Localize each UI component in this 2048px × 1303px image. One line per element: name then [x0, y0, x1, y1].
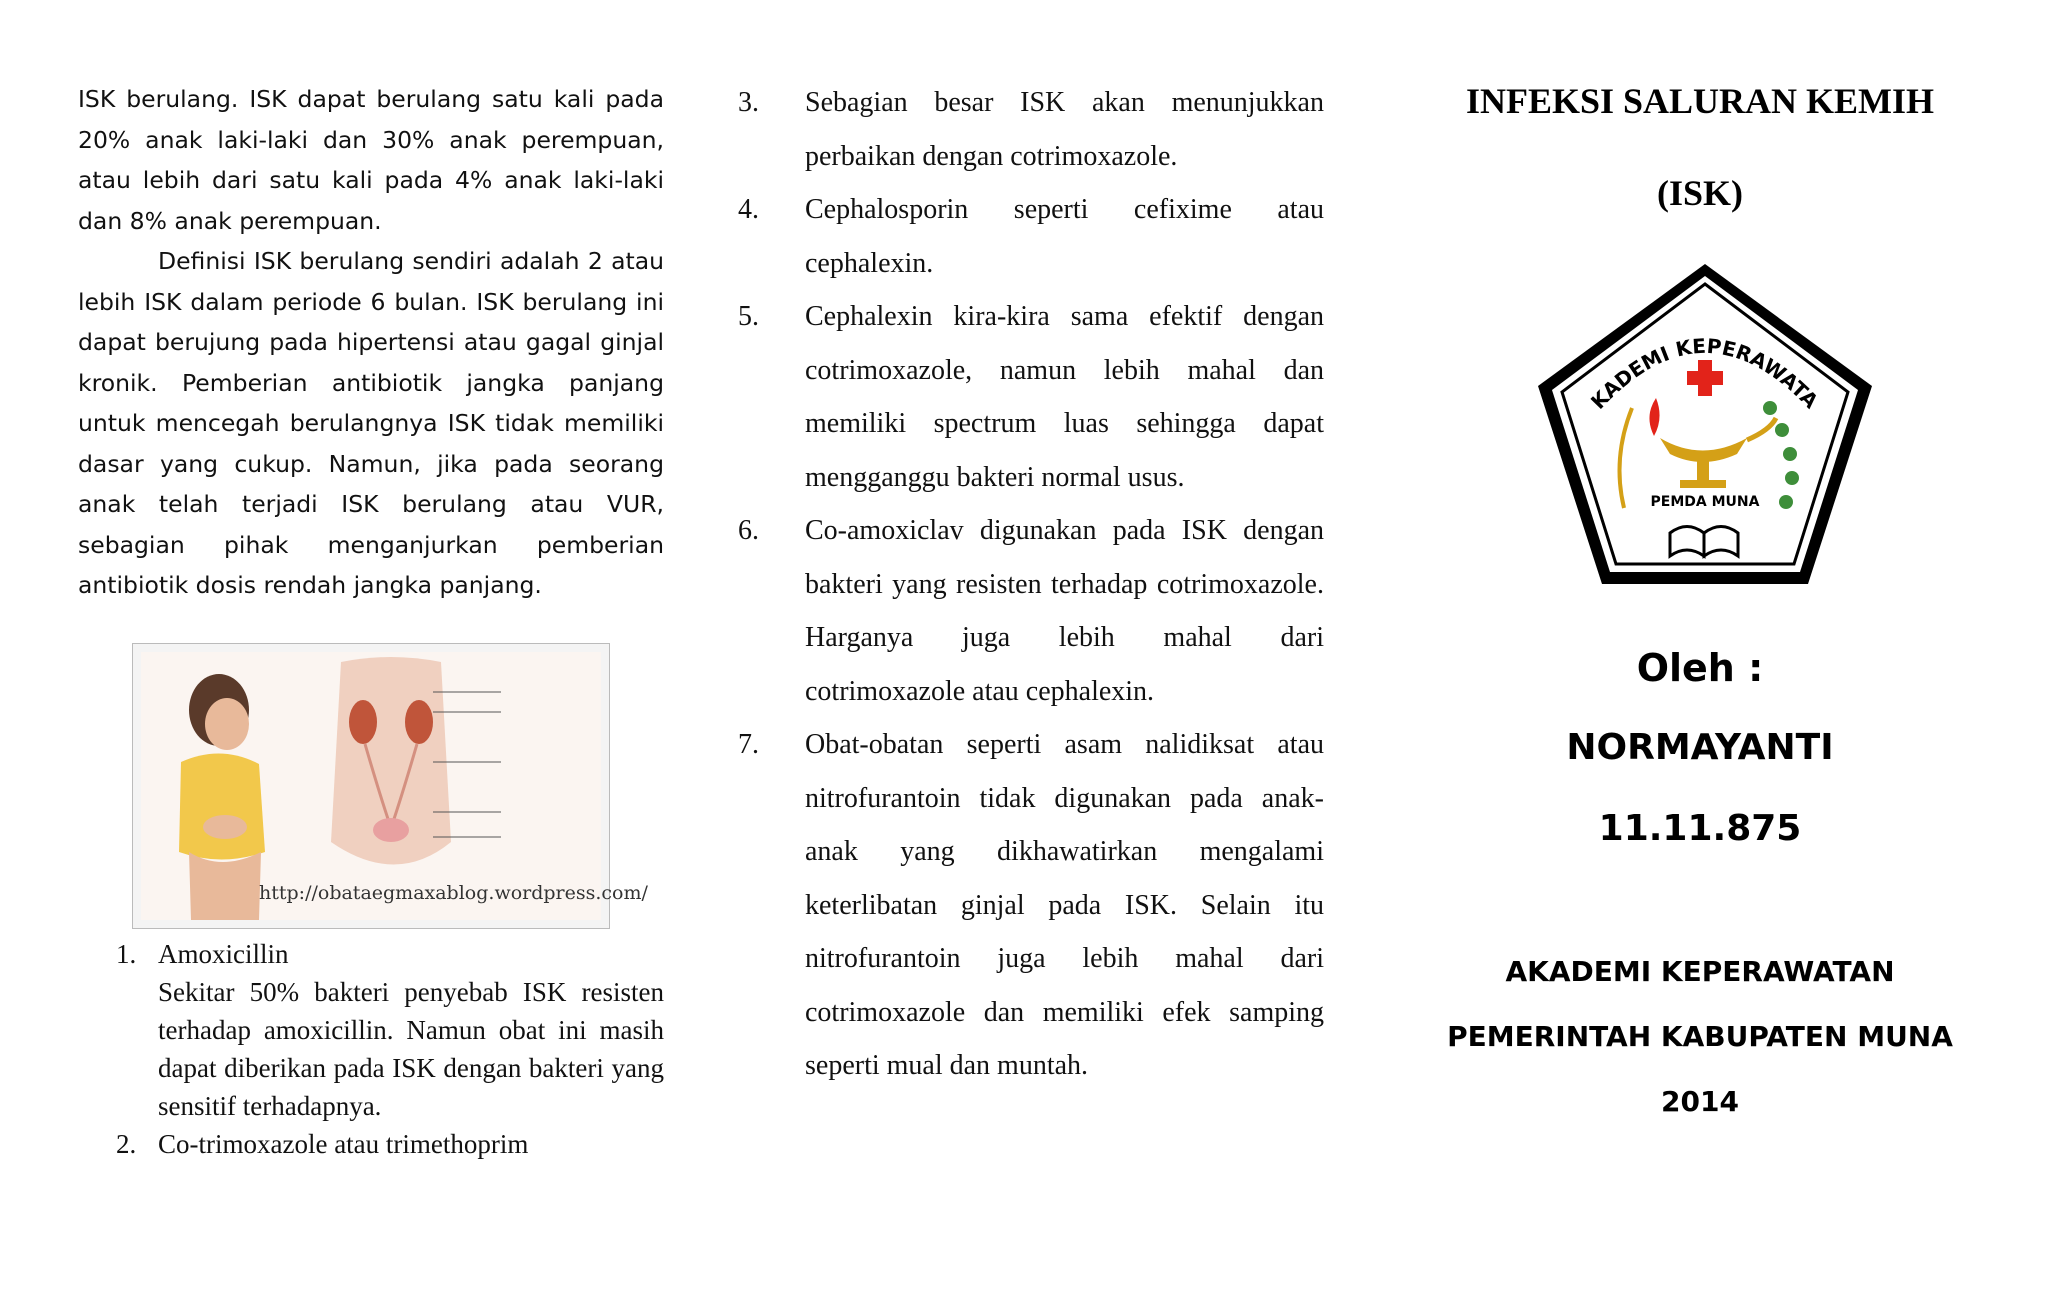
list-item-title: Amoxicillin	[158, 939, 289, 969]
illustration-urinary-tract	[132, 643, 648, 929]
cover-title: INFEKSI SALURAN KEMIH	[1465, 81, 1935, 121]
author-name: NORMAYANTI	[1566, 727, 1834, 768]
academy-logo	[1532, 258, 1878, 590]
logo-inner-text: PEMDA MUNA	[1650, 494, 1760, 510]
pentagon-emblem-icon	[1532, 258, 1878, 590]
paragraph-definition: Definisi ISK berulang sendiri adalah 2 atau lebih ISK dalam periode 6 bulan. ISK berulang ini dapat berujung pada hipertensi atau gagal ginjal kronik. Pemberian antibiotik jangka panjang untuk mencegah berulangnya ISK tidak memiliki dasar yang cukup. Namun, jika pada seorang anak telah terjadi ISK berulang atau VUR, sebagian pihak menganjurkan pemberian antibiotik dosis rendah jangka panjang.	[78, 247, 664, 599]
woman-anatomy-illustration	[141, 652, 601, 920]
list-item: 4. Cephalosporin seperti cefixime atau cephalexin.	[738, 194, 1324, 279]
list-item: 3. Sebagian besar ISK akan menunjukkan perbaikan dengan cotrimoxazole.	[738, 87, 1324, 172]
list-item: 7. Obat-obatan seperti asam nalidiksat atau nitrofurantoin tidak digunakan pada anak-anak yang dikhawatirkan mengalami keterlibatan ginjal pada ISK. Selain itu nitrofurantoin juga lebih mahal dari cotrimoxazole dan memiliki efek samping seperti mual dan muntah.	[738, 729, 1324, 1081]
cover-title-abbrev: (ISK)	[1656, 173, 1743, 213]
drug-list-part2	[738, 76, 1324, 1093]
column-middle	[738, 0, 1324, 1093]
student-id: 11.11.875	[1598, 808, 1802, 849]
list-item-title: Co-trimoxazole atau trimethoprim	[158, 1129, 529, 1159]
publication-year: 2014	[1661, 1085, 1739, 1118]
logo-arc-text: KADEMI KEPERAWATA	[1585, 333, 1824, 414]
image-caption-url: http://obataegmaxablog.wordpress.com/	[259, 882, 648, 904]
institution-name: AKADEMI KEPERAWATAN	[1505, 955, 1895, 988]
paragraph-recurrent-uti: ISK berulang. ISK dapat berulang satu kali pada 20% anak laki-laki dan 30% anak perempuan, atau lebih dari satu kali pada 4% anak laki-laki dan 8% anak perempuan.	[78, 85, 664, 235]
list-item: 5. Cephalexin kira-kira sama efektif dengan cotrimoxazole, namun lebih mahal dan memiliki spectrum luas sehingga dapat mengganggu bakteri normal usus.	[738, 301, 1324, 493]
drug-list-part1	[116, 935, 664, 1163]
list-item: 2. Co-trimoxazole atau trimethoprim	[116, 1129, 529, 1159]
by-label: Oleh :	[1636, 646, 1764, 690]
list-item: 6. Co-amoxiclav digunakan pada ISK dengan bakteri yang resisten terhadap cotrimoxazole. Harganya juga lebih mahal dari cotrimoxazole atau cephalexin.	[738, 515, 1324, 707]
institution-government: PEMERINTAH KABUPATEN MUNA	[1447, 1020, 1953, 1053]
list-item-description: Sekitar 50% bakteri penyebab ISK resisten terhadap amoxicillin. Namun obat ini masih dapat diberikan pada ISK dengan bakteri yang sensitif terhadapnya.	[158, 977, 664, 1121]
list-item: 1. Amoxicillin Sekitar 50% bakteri penyebab ISK resisten terhadap amoxicillin. Namun obat ini masih dapat diberikan pada ISK dengan bakteri yang sensitif terhadapnya.	[116, 935, 664, 1125]
column-left	[78, 0, 664, 606]
